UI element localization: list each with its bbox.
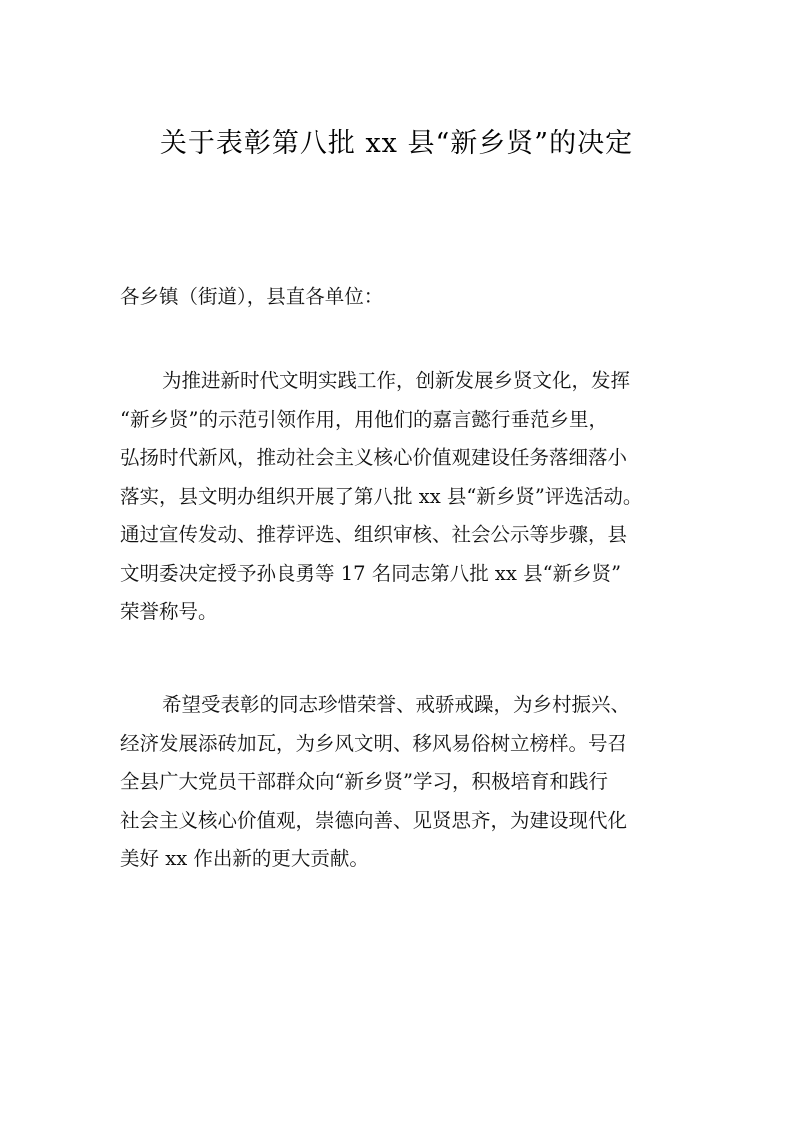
document-title: 关于表彰第八批 xx 县“新乡贤”的决定 bbox=[159, 128, 634, 159]
paragraph-line: 经济发展添砖加瓦，为乡风文明、移风易俗树立榜样。号召 bbox=[120, 731, 628, 755]
paragraph-2 bbox=[120, 686, 680, 879]
salutation: 各乡镇（街道），县直各单位： bbox=[120, 285, 384, 308]
paragraph-line: 社会主义核心价值观，崇德向善、见贤思齐，为建设现代化 bbox=[120, 808, 628, 832]
paragraph-line: 落实，县文明办组织开展了第八批 xx 县“新乡贤”评选活动。 bbox=[120, 484, 643, 508]
paragraph-line: 通过宣传发动、推荐评选、组织审核、社会公示等步骤，县 bbox=[120, 523, 628, 546]
paragraph-line: “新乡贤”的示范引领作用，用他们的嘉言懿行垂范乡里， bbox=[120, 407, 608, 431]
paragraph-line: 为推进新时代文明实践工作，创新发展乡贤文化，发挥 bbox=[162, 369, 631, 392]
paragraph-line: 荣誉称号。 bbox=[120, 600, 218, 623]
paragraph-line: 文明委决定授予孙良勇等 17 名同志第八批 xx 县“新乡贤” bbox=[120, 561, 622, 585]
paragraph-line: 美好 xx 作出新的更大贡献。 bbox=[120, 847, 369, 870]
paragraph-1 bbox=[120, 362, 680, 632]
paragraph-line: 全县广大党员干部群众向“新乡贤”学习，积极培育和践行 bbox=[120, 770, 608, 793]
paragraph-line: 弘扬时代新风，推动社会主义核心价值观建设任务落细落小 bbox=[120, 446, 628, 469]
paragraph-line: 希望受表彰的同志珍惜荣誉、戒骄戒躁，为乡村振兴、 bbox=[162, 693, 631, 716]
